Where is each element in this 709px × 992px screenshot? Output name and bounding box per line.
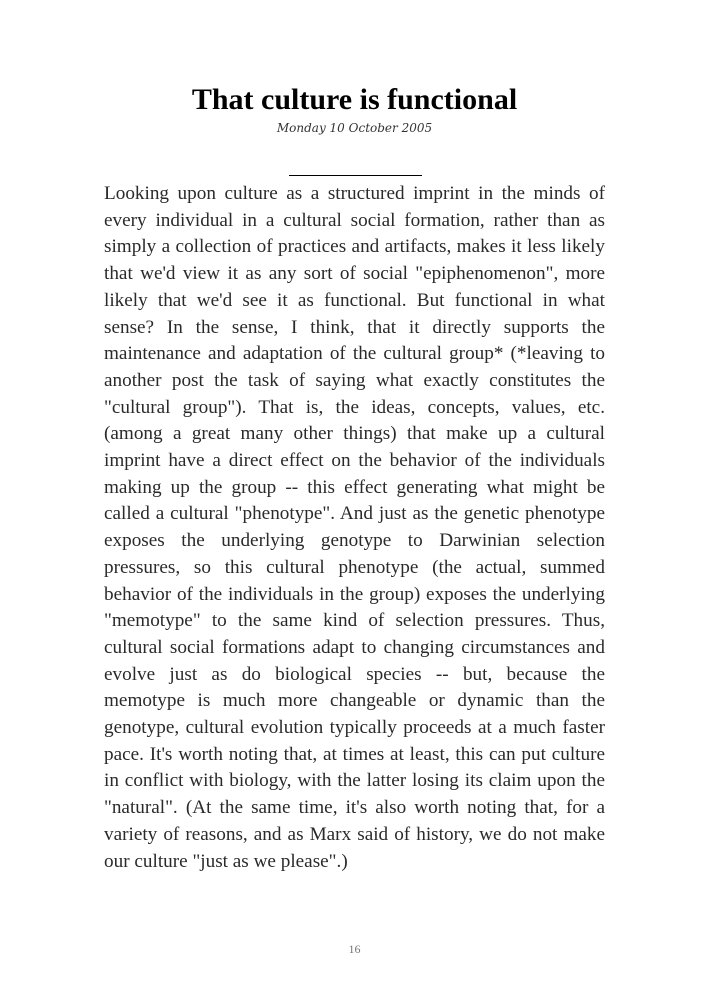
post-date: Monday 10 October 2005 <box>276 121 433 135</box>
page-number: 16 <box>348 942 361 956</box>
body-paragraph: Looking upon culture as a structured imprint in the minds of every individual in a cultural social formation, rather than as simply a collection of practices and artifacts, makes it less likely that we'd view it as any sort of social "epiphenomenon", more likely that we'd see it as functional. But functional in what sense? In the sense, I think, that it directly supports the maintenance and adaptation of the cultural group* (*leaving to another post the task of saying what exactly constitutes the "cultural group"). That is, the ideas, concepts, values, etc. (among a great many other things) that make up a cultural imprint have a direct effect on the behavior of the individuals making up the group -- this effect generating what might be called a cultural "phenotype". And just as the genetic phenotype exposes the underlying genotype to Darwinian selection pressures, so this cultural phenotype (the actual, summed behavior of the individuals in the group) exposes the underlying "memotype" to the same kind of selection pressures. Thus, cultural social formations adapt to changing circumstances and evolve just as do biological species -- but, because the memotype is much more changeable or dynamic than the genotype, cultural evolution typically proceeds at a much faster pace. It's worth noting that, at times at least, this can put culture in conflict with biology, with the latter losing its claim upon the "natural". (At the same time, it's also worth noting that, for a variety of reasons, and as Marx said of history, we do not make our culture "just as we please".) <box>104 183 605 872</box>
page-title: That culture is functional <box>191 83 518 116</box>
title-divider <box>289 175 422 176</box>
